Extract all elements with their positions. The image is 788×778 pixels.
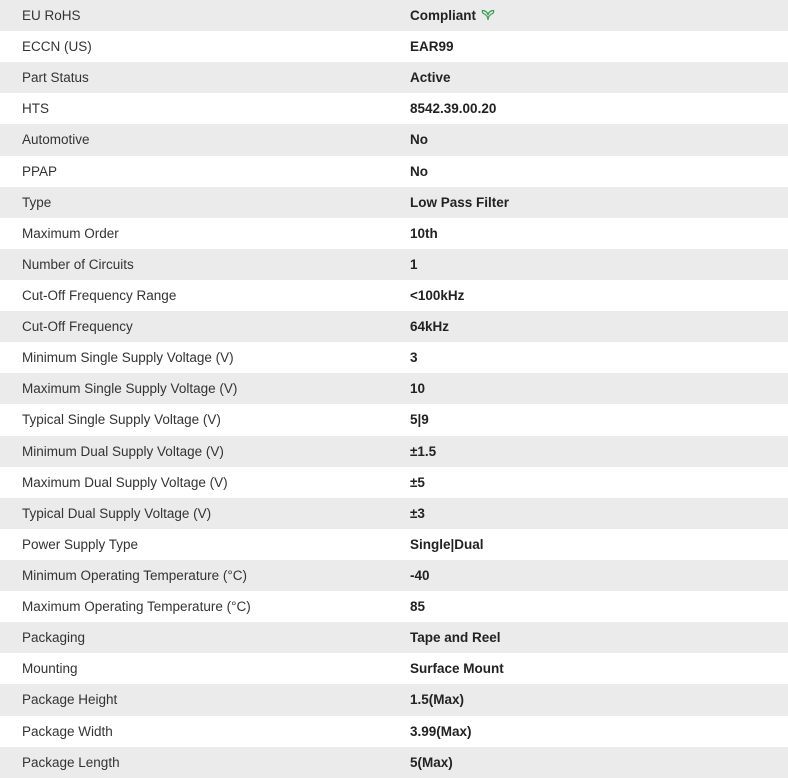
spec-value: 3 <box>410 350 418 366</box>
spec-row <box>0 124 788 155</box>
spec-label: Cut-Off Frequency Range <box>22 288 177 304</box>
spec-row <box>0 31 788 62</box>
spec-row <box>0 684 788 715</box>
spec-label: Part Status <box>22 70 89 86</box>
spec-value-cell <box>410 653 788 684</box>
spec-value-cell <box>410 0 788 31</box>
spec-value: 64kHz <box>410 319 450 335</box>
spec-value-cell <box>410 467 788 498</box>
spec-label: Maximum Order <box>22 225 119 241</box>
spec-row <box>0 498 788 529</box>
spec-value-cell <box>410 249 788 280</box>
spec-value: 1 <box>410 256 418 272</box>
spec-value: Single|Dual <box>410 536 484 552</box>
spec-label: Maximum Single Supply Voltage (V) <box>22 381 238 397</box>
spec-value: No <box>410 163 428 179</box>
spec-value: 5|9 <box>410 412 429 428</box>
spec-value: Tape and Reel <box>410 630 501 646</box>
spec-row <box>0 747 788 778</box>
spec-label: Minimum Single Supply Voltage (V) <box>22 350 234 366</box>
spec-row <box>0 342 788 373</box>
spec-row <box>0 591 788 622</box>
spec-value-cell <box>410 311 788 342</box>
leaf-icon <box>481 9 495 21</box>
spec-value-cell <box>410 684 788 715</box>
spec-row <box>0 218 788 249</box>
spec-value: -40 <box>410 568 430 584</box>
spec-label: Cut-Off Frequency <box>22 319 133 335</box>
spec-value-cell <box>410 342 788 373</box>
spec-row <box>0 436 788 467</box>
spec-label: PPAP <box>22 163 58 179</box>
spec-value: 10 <box>410 381 426 397</box>
spec-value-cell <box>410 124 788 155</box>
spec-row <box>0 560 788 591</box>
spec-label: Maximum Operating Temperature (°C) <box>22 599 251 615</box>
spec-value-cell <box>410 280 788 311</box>
spec-label: EU RoHS <box>22 8 81 24</box>
spec-row <box>0 716 788 747</box>
spec-label: ECCN (US) <box>22 39 92 55</box>
spec-value-cell <box>410 93 788 124</box>
spec-row <box>0 62 788 93</box>
spec-row <box>0 156 788 187</box>
spec-value-cell <box>410 31 788 62</box>
spec-row <box>0 404 788 435</box>
spec-label: Minimum Dual Supply Voltage (V) <box>22 443 224 459</box>
spec-row <box>0 0 788 31</box>
spec-value: ±1.5 <box>410 443 437 459</box>
spec-row <box>0 249 788 280</box>
spec-value-cell <box>410 560 788 591</box>
spec-value-cell <box>410 373 788 404</box>
spec-value-cell <box>410 404 788 435</box>
spec-value: ±5 <box>410 474 425 490</box>
spec-label: Maximum Dual Supply Voltage (V) <box>22 474 228 490</box>
spec-label: HTS <box>22 101 49 117</box>
spec-value: 85 <box>410 599 426 615</box>
spec-value: 10th <box>410 225 438 241</box>
spec-value: 1.5(Max) <box>410 692 465 708</box>
spec-label: Package Length <box>22 754 120 770</box>
spec-row <box>0 529 788 560</box>
spec-row <box>0 373 788 404</box>
spec-value: ±3 <box>410 505 425 521</box>
spec-value-cell <box>410 187 788 218</box>
spec-row <box>0 187 788 218</box>
spec-row <box>0 93 788 124</box>
spec-label: Mounting <box>22 661 78 677</box>
spec-label: Packaging <box>22 630 86 646</box>
spec-label: Package Width <box>22 723 113 739</box>
spec-value: 8542.39.00.20 <box>410 101 497 117</box>
spec-value: Active <box>410 70 451 86</box>
spec-label: Minimum Operating Temperature (°C) <box>22 568 247 584</box>
spec-value-cell <box>410 436 788 467</box>
spec-label: Automotive <box>22 132 90 148</box>
spec-row <box>0 311 788 342</box>
spec-value-cell <box>410 622 788 653</box>
spec-value: Compliant <box>410 8 476 24</box>
spec-value: 3.99(Max) <box>410 723 472 739</box>
spec-value-cell <box>410 156 788 187</box>
spec-value: EAR99 <box>410 39 454 55</box>
spec-value: 5(Max) <box>410 754 453 770</box>
spec-value-cell <box>410 529 788 560</box>
spec-value-cell <box>410 218 788 249</box>
spec-label: Package Height <box>22 692 118 708</box>
spec-value: <100kHz <box>410 288 465 304</box>
spec-value-cell <box>410 498 788 529</box>
spec-label: Type <box>22 194 52 210</box>
spec-label: Number of Circuits <box>22 256 134 272</box>
spec-value-cell <box>410 591 788 622</box>
spec-value-cell <box>410 716 788 747</box>
spec-value: No <box>410 132 428 148</box>
spec-row <box>0 653 788 684</box>
spec-value: Low Pass Filter <box>410 194 510 210</box>
spec-label: Typical Dual Supply Voltage (V) <box>22 505 212 521</box>
spec-value-cell <box>410 747 788 778</box>
spec-value: Surface Mount <box>410 661 504 677</box>
spec-row <box>0 467 788 498</box>
spec-label: Typical Single Supply Voltage (V) <box>22 412 221 428</box>
spec-label: Power Supply Type <box>22 536 139 552</box>
spec-row <box>0 280 788 311</box>
spec-row <box>0 622 788 653</box>
spec-value-cell <box>410 62 788 93</box>
